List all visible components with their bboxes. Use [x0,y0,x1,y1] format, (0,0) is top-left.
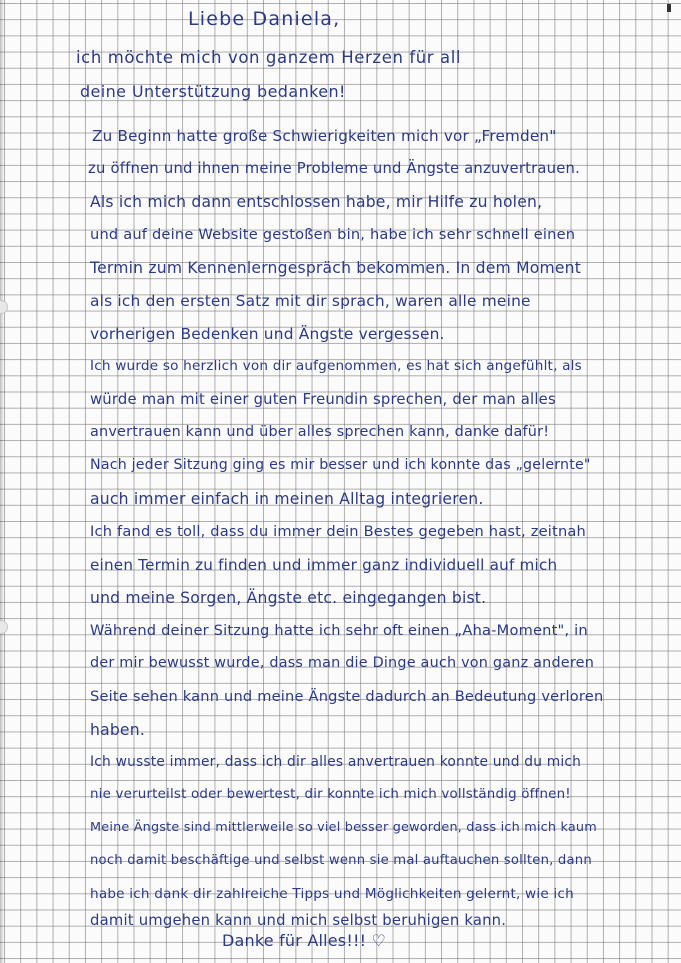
punch-hole-bottom [0,620,8,634]
body-line-18: Seite sehen kann und meine Ängste dadurch an Bedeutung verloren [90,688,604,705]
body-line-23: noch damit beschäftige und selbst wenn sie mal auftauchen sollten, dann [90,853,592,868]
body-line-5: Termin zum Kennenlerngespräch bekommen. In dem Moment [90,259,582,277]
salutation: Liebe Daniela, [188,8,341,30]
body-line-24: habe ich dank dir zahlreiche Tipps und Möglichkeiten gelernt, wie ich [90,886,574,902]
body-line-17: der mir bewusst wurde, dass man die Dinge auch von ganz anderen [90,655,595,671]
body-line-19: haben. [90,721,145,739]
corner-mark [667,4,671,12]
intro-line-2: deine Unterstützung bedanken! [80,82,346,101]
body-line-1: Zu Beginn hatte große Schwierigkeiten mich vor „Fremden" [92,127,557,145]
body-line-11: Nach jeder Sitzung ging es mir besser und ich konnte das „gelernte" [90,457,591,473]
body-line-10: anvertrauen kann und über alles sprechen kann, danke dafür! [90,424,550,440]
body-line-13: Ich fand es toll, dass du immer dein Bestes gegeben hast, zeitnah [90,523,587,540]
body-line-15: und meine Sorgen, Ängste etc. eingegangen bist. [90,589,487,607]
body-line-22: Meine Ängste sind mittlerweile so viel besser geworden, dass ich mich kaum [90,820,597,835]
closing-line: Danke für Alles!!! ♡ [222,931,387,950]
body-line-12: auch immer einfach in meinen Alltag integrieren. [90,490,484,508]
body-line-20: Ich wusste immer, dass ich dir alles anvertrauen konnte und du mich [90,754,582,770]
body-line-21: nie verurteilst oder bewertest, dir konnte ich mich vollständig öffnen! [90,787,571,802]
body-line-3: Als ich mich dann entschlossen habe, mir Hilfe zu holen, [90,193,543,211]
body-line-6: als ich den ersten Satz mit dir sprach, waren alle meine [90,292,531,310]
punch-hole-top [0,300,8,314]
body-line-4: und auf deine Website gestoßen bin, habe ich sehr schnell einen [90,226,576,243]
intro-line-1: ich möchte mich von ganzem Herzen für all [76,48,462,67]
body-line-25: damit umgehen kann und mich selbst beruhigen kann. [90,912,507,929]
body-line-2: zu öffnen und ihnen meine Probleme und Ängste anzuvertrauen. [88,160,581,177]
body-line-14: einen Termin zu finden und immer ganz individuell auf mich [90,556,558,574]
body-line-8: Ich wurde so herzlich von dir aufgenommen, es hat sich angefühlt, als [90,358,582,374]
body-line-7: vorherigen Bedenken und Ängste vergessen. [90,325,445,343]
body-line-16: Während deiner Sitzung hatte ich sehr oft einen „Aha-Moment", in [90,622,588,639]
body-line-9: würde man mit einer guten Freundin sprechen, der man alles [90,391,556,408]
page-edge-shadow [0,0,4,963]
